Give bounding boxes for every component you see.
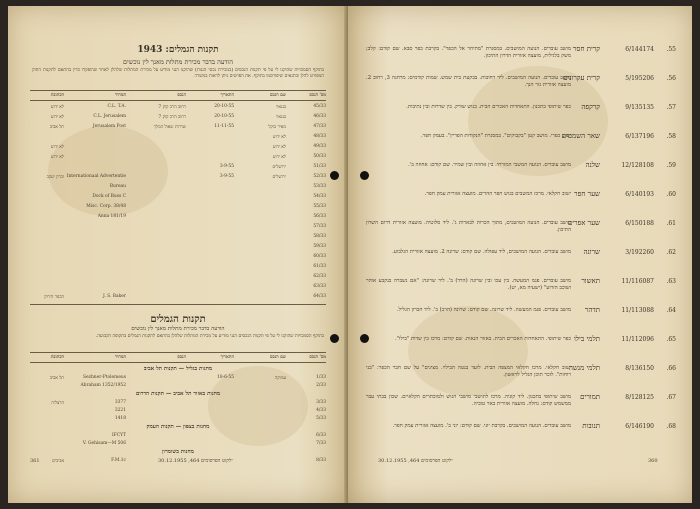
table-cell: אביבים (52, 459, 64, 464)
entry-description: מושב עובדים. פגמ המעשה. בין עכו ובין שרונה (הרד) ב'. ליד שרונה: "אם נשברה בנקבע אוהר ושוכב הזרוע" (ישעיה מא, יט). (366, 278, 571, 292)
col-header: הכתובת (50, 355, 64, 360)
settlement-name: תדהר (584, 306, 600, 314)
group-title: מחנות בגליל — תקנות תל אביב (143, 366, 213, 372)
table-row (30, 174, 326, 181)
table-rule-header (30, 100, 326, 101)
table-cell: Internationaal Advertentie (66, 174, 126, 179)
table-row (30, 234, 326, 241)
table-cell: בנגאוי (276, 115, 286, 120)
entry-number: .62 (666, 249, 676, 256)
table-cell: 61/33 (313, 264, 326, 269)
settlement-name: שאר השמטים (561, 132, 600, 140)
table-row (30, 375, 326, 382)
entry-number: .60 (666, 191, 676, 198)
left-page-footer: ילקוט הפרסומים 464, 30.12.1955 (158, 458, 233, 464)
section2-subtitle: הודעה בדבר מכירת מתלות מאנך לין נוכשים (131, 326, 225, 332)
table-cell: 3-9-55 (219, 174, 234, 179)
entry-description: מושב עובדים. הנועה המושבים. ליד רחובות. בבקעת בית שמש. שמות קודמים: מרחנה 3, רחוב 2. מועצה אזורית גזר הנך. (366, 75, 571, 89)
group-title: מחנות באזור תל אביב — תקנות הדרום (135, 391, 221, 397)
table-cell: לא ידוע (51, 145, 64, 150)
table-row (30, 104, 326, 111)
entry-number: .63 (666, 278, 676, 285)
entry-registry-code: 6/140193 (625, 191, 654, 198)
table-cell: 57/33 (313, 224, 326, 229)
col-header: מס' הנכס (309, 355, 326, 360)
table-row (30, 284, 326, 291)
table-row (30, 204, 326, 211)
entry-number: .59 (666, 162, 676, 169)
entry-description: ישוב כפרי. מושב קטן "בקבוקים". במסגרת "הנקודות הפריין". בעמק חפר. (420, 133, 571, 139)
left-page-number: 361 (30, 458, 40, 464)
table-cell: 11-11-55 (214, 124, 234, 129)
table-cell: עמוקה (274, 376, 286, 381)
entry-number: .61 (666, 220, 676, 227)
table-cell: ירושלים (272, 175, 286, 180)
entry-number: .55 (666, 46, 676, 53)
table-row (30, 416, 326, 423)
table-cell: רחוב הרב קוק 7 (158, 105, 186, 110)
left-page-intro: בתוקף הסמכויות שהוקנו לי על פי תקנות הנכסים (במכירת נכסי הגנות) שהוקנו הנני מודיע על מכירת המתלות שלהלן לאחר שהופקדו כדין בהתאם לתקנות החוק המפורט להלן ובתנאים שיפורסמו בתוקף. את הפרטים ניתן לראות במשרד. (32, 68, 324, 80)
table-cell: ירושלים (272, 165, 286, 170)
binding-hole (360, 334, 369, 343)
section2-rule-header (30, 362, 326, 363)
right-page (348, 6, 692, 503)
entry-registry-code: 8/136150 (625, 365, 654, 372)
table-cell: 20-10-55 (214, 104, 234, 109)
col-header: מס' הנכס (309, 93, 326, 98)
table-cell: בנגאוי (276, 105, 286, 110)
paper-stain (408, 306, 528, 396)
table-cell: תל אביב (49, 376, 64, 381)
table-cell: Abraham 1352/1952 (80, 383, 126, 388)
group-title: מחנות בשומרון (162, 449, 194, 455)
entry-description: ישוב חקלאי. מרכז חקלאי המצפה הבית. לועד בנטה הבילוי. מצינים" על שם חבר הכפר: "בני רוחות". לזכר תוכן הגליל לראשון. (366, 365, 571, 379)
open-book (8, 6, 692, 503)
table-cell: Jerusalem Post (92, 124, 126, 129)
col-header: שם הנכס (270, 355, 286, 360)
table-row (30, 441, 326, 448)
entry-registry-code: 11/116087 (621, 278, 654, 285)
entry-description: ישוב חקלאי. מרכז המשבים בגוש חפר ההרים. מועצה אזורית עמק חפר. (424, 191, 571, 197)
left-page-subtitle: הודעה בדבר מכירת מתלות מאנך לין נוכשים (122, 58, 234, 66)
table-cell: IFCYT (112, 433, 126, 438)
table-cell: 3221 (114, 408, 126, 413)
section2-rule-top (30, 352, 326, 353)
table-cell: שדרות שאול המלך (153, 125, 186, 130)
table-cell: 58/33 (313, 234, 326, 239)
table-row (30, 144, 326, 151)
entry-registry-code: 12/128108 (621, 162, 654, 169)
table-cell: הרצליה (51, 401, 64, 406)
table-row (30, 164, 326, 171)
settlement-name: תלמי מנשה (568, 364, 600, 372)
table-cell: 48/33 (313, 134, 326, 139)
table-cell: 20-10-55 (214, 114, 234, 119)
settlement-name: שער אפרים (567, 219, 600, 227)
table-cell: לא ידוע (51, 115, 64, 120)
binding-hole (360, 171, 369, 180)
settlement-name: תלמי בילו (573, 335, 600, 343)
table-row (30, 254, 326, 261)
col-header: הכתובת (50, 93, 64, 98)
table-cell: 51/33 (313, 164, 326, 169)
table-cell: לא ידוע (51, 155, 64, 160)
table-cell: 63/33 (313, 284, 326, 289)
table-row (30, 408, 326, 415)
entry-registry-code: 3/192260 (625, 249, 654, 256)
settlement-name: תמורים (580, 393, 600, 401)
table-row (30, 214, 326, 221)
left-page-title: תקנות הגמלים: 1943 (137, 45, 219, 55)
table-cell: 56/33 (313, 214, 326, 219)
table-cell: Misc. Corp. 38/48 (86, 204, 126, 209)
table-cell: Anna 181/19 (97, 214, 126, 219)
entry-description: כפר שיתופי בתכנון. התאחדות האכרים הבית. בגוש שורק. בין שדרות ובין נתיבות. (406, 104, 571, 110)
entry-registry-code: 8/128125 (625, 394, 654, 401)
table-cell: רחוב הרב קוק 7 (158, 115, 186, 120)
settlement-name: תנובות (582, 422, 600, 430)
entry-number: .67 (666, 394, 676, 401)
entry-registry-code: 5/195206 (625, 75, 654, 82)
table-row (30, 224, 326, 231)
table-cell: לא ידוע (273, 145, 286, 150)
entry-description: מושב עובדים. הנועה המושבים. בקרבת יוני. שם קודם: יוני ב'. מועצה אזורית עמק חפר. (392, 423, 571, 429)
table-cell: 59/33 (313, 244, 326, 249)
table-cell: זכרון יעקב (46, 175, 64, 180)
right-page-number: 360 (648, 458, 658, 464)
entry-registry-code: 6/144174 (625, 46, 654, 53)
entry-description: מושב עובדים. הנועה המושבים, מתוך הכרות לבארות ג'. ליד סלוטיה. מועצה אזורית דרום השרון התיכון. (366, 220, 571, 234)
table-cell: C.L. T.A. (107, 104, 126, 109)
entry-description: מושב עובדים. הנועה המושבים, ליד עפולה. שם קודם: שרונה 2. מועצה אזורית הגלבוע. (392, 249, 571, 255)
settlement-name: תאשור (581, 277, 600, 285)
table-cell: 5/33 (316, 416, 326, 421)
table-cell: לא ידוע (273, 135, 286, 140)
table-row (30, 134, 326, 141)
table-cell: 62/33 (313, 274, 326, 279)
entry-description: מושב עובדים. הנועה המושבים. במסגרת "מתיחר אל הכפר". בקרבת כפר סבא. שם קודם: קלב; משק בלגילית, מועצה אזורית הדרון התיכון. (366, 46, 571, 60)
table-cell: C.L. Jerusalem (93, 114, 126, 119)
settlement-name: קרית עקרונים (563, 74, 600, 82)
table-cell: 46/33 (313, 114, 326, 119)
entry-description: מושב שיתופי בתכנון. ליד קוניה. מרכז לתושבי מושבי הגוש ולמוכתרים הקלאיים. שכון בבתי עבר ממשמש קודם: נחלה. מועצה אזורית באר טוביה. (366, 394, 571, 408)
table-cell: 55/33 (313, 204, 326, 209)
settlement-name: שלנה (585, 161, 600, 169)
section2-intro: בתוקף הסמכויות שהוקנו לי על פי תקנות הנכסים הנני מודיע על מכירת המתלות שלהלן בהתאם לתקנות הגמלים בתקופה הקבועה. (95, 334, 324, 339)
table-cell: 7/33 (316, 441, 326, 446)
entry-number: .66 (666, 365, 676, 372)
table-cell: F.M.1c (111, 458, 126, 463)
table-row (30, 154, 326, 161)
table-cell: 4/33 (316, 408, 326, 413)
entry-registry-code: 6/146190 (625, 423, 654, 430)
table-cell: Dock of Buss C (92, 194, 126, 199)
table-cell: לא ידוע (51, 105, 64, 110)
table-cell: 2/33 (316, 383, 326, 388)
entry-number: .68 (666, 423, 676, 430)
entry-registry-code: 6/150188 (625, 220, 654, 227)
left-page (8, 6, 348, 503)
col-header: המחיר (114, 93, 126, 98)
table-cell: Sezhner-Ptolemeus (83, 375, 126, 380)
settlement-name: קרקפה (581, 103, 600, 111)
table-cell: 6/33 (316, 433, 326, 438)
table-cell: 1418 (114, 416, 126, 421)
entry-description: מושב עובדים. פגמ המעשה. ליד שרונה. שם קודם: שרונה (הרב) ב'. ליד חברון הגליל. (396, 307, 571, 313)
table-rule-top (30, 90, 326, 91)
table-cell: 49/33 (313, 144, 326, 149)
table-row (30, 184, 326, 191)
table-cell: 60/33 (313, 254, 326, 259)
entry-number: .58 (666, 133, 676, 140)
right-page-footer: ילקוט הפרסומים 464, 30.12.1955 (378, 458, 453, 464)
entry-description: כפר שיתופי. התאחדות האכרים הבית. באזור הנאות. שם קודם: מרכז בין שדות "בילו". (394, 336, 571, 342)
table-cell: 47/33 (313, 124, 326, 129)
entry-description: מושב עובדים. הנועה המשבי המזרחי. בין אחוזה ובין שמיר. שם קודם: אחוזה ב'. (408, 162, 571, 168)
table-cell: V. Gehisam—M 506 (82, 441, 126, 446)
table-rule-bottom (30, 304, 326, 305)
table-cell: J. S. Baker (102, 294, 126, 299)
table-cell: 54/33 (313, 194, 326, 199)
entry-registry-code: 6/137196 (625, 133, 654, 140)
table-row (30, 433, 326, 440)
table-cell: תל אביב (49, 125, 64, 130)
table-cell: 8/33 (316, 458, 326, 463)
table-cell: הכפר הירוק (44, 295, 64, 300)
binding-hole (330, 171, 339, 180)
table-cell: 1/33 (316, 375, 326, 380)
table-row (30, 383, 326, 390)
table-cell: לא ידוע (273, 155, 286, 160)
table-row (30, 264, 326, 271)
table-row (30, 244, 326, 251)
entry-number: .64 (666, 307, 676, 314)
table-cell: 18-6-55 (217, 375, 234, 380)
col-header: הנכס (177, 93, 186, 98)
group-title: מחנות בצפון — תקנות העמק (146, 424, 210, 430)
table-cell: 45/33 (313, 104, 326, 109)
table-cell: 52/33 (313, 174, 326, 179)
entry-registry-code: 9/135135 (625, 104, 654, 111)
table-cell: Bureau (109, 184, 126, 189)
table-cell: מאיר בוקל (268, 125, 286, 130)
binding-hole (330, 334, 339, 343)
table-cell: 50/33 (313, 154, 326, 159)
table-row (30, 114, 326, 121)
table-cell: 53/33 (313, 184, 326, 189)
section2-title: תקנות הגמלים (150, 314, 206, 325)
entry-number: .56 (666, 75, 676, 82)
entry-number: .65 (666, 336, 676, 343)
section2-header-row (30, 354, 326, 361)
col-header: התאריך (220, 93, 234, 98)
table-row (30, 124, 326, 131)
col-header: שם הנכס (270, 93, 286, 98)
table-row (30, 294, 326, 301)
table-cell: 3/33 (316, 400, 326, 405)
col-header: המחיר (114, 355, 126, 360)
col-header: התאריך (220, 355, 234, 360)
table-row (30, 400, 326, 407)
table-cell: 64/33 (313, 294, 326, 299)
table-row (30, 194, 326, 201)
settlement-name: שער חפר (574, 190, 600, 198)
entry-number: .57 (666, 104, 676, 111)
col-header: הנכס (177, 355, 186, 360)
entry-registry-code: 11/112096 (621, 336, 654, 343)
settlement-name: קרית חסר (572, 45, 600, 53)
table-cell: 3377 (114, 400, 126, 405)
table-cell: 3-9-55 (219, 164, 234, 169)
table-header-row (30, 92, 326, 99)
table-row (30, 274, 326, 281)
entry-registry-code: 11/113088 (621, 307, 654, 314)
settlement-name: שרונה (583, 248, 600, 256)
